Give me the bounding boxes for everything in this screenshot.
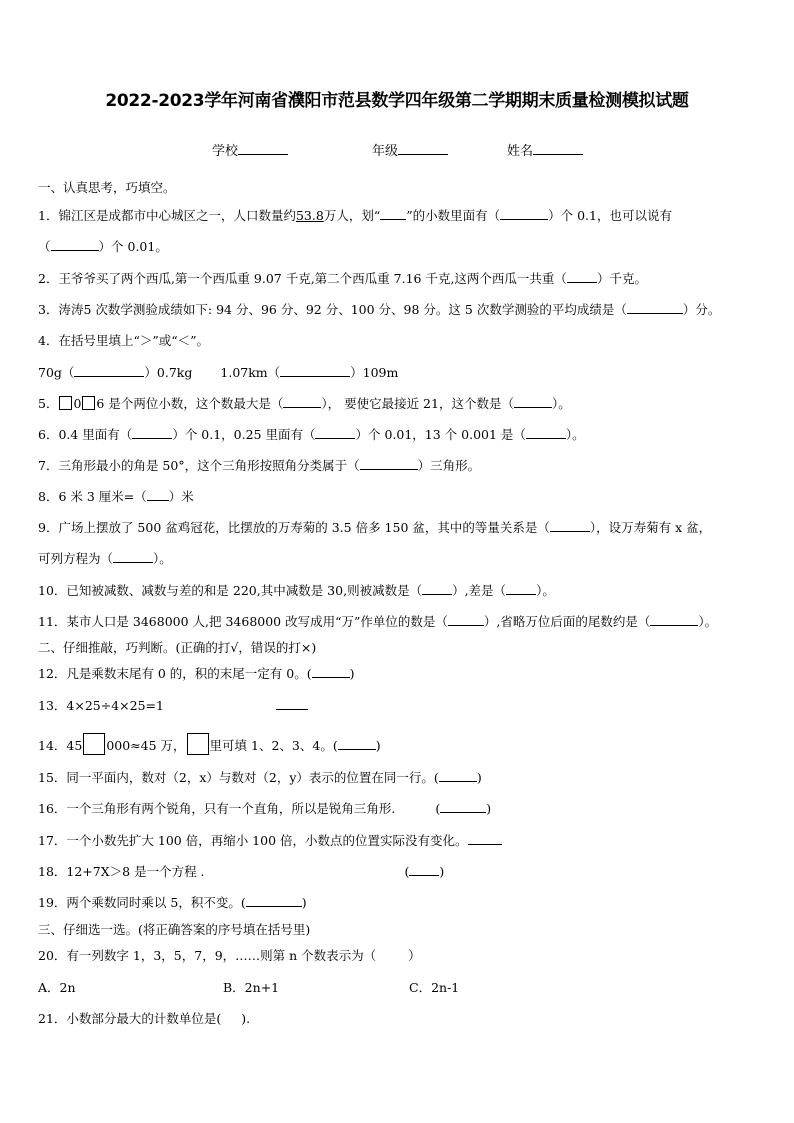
question-15 (38, 770, 482, 786)
q1-text-3: ”的小数里面有（ (406, 208, 501, 223)
q9-text-3: 可列方程为（ (38, 551, 114, 566)
digit-box-2 (82, 396, 95, 410)
grade-field (372, 140, 448, 159)
question-21 (38, 1011, 250, 1027)
q19-text: 19．两个乘数同时乘以 5，积不变。( (38, 895, 246, 910)
school-blank (238, 153, 288, 155)
q8-blank (147, 499, 169, 501)
question-11 (38, 614, 717, 630)
q1-text-5: （ (38, 239, 51, 254)
q3-blank (627, 312, 683, 314)
q16-blank (440, 811, 486, 813)
question-17 (38, 833, 502, 849)
option-a: A．2n (38, 980, 76, 995)
q14-blank (338, 748, 376, 750)
question-1 (38, 208, 672, 224)
question-3 (38, 302, 720, 318)
q11-text-3: ）。 (698, 614, 718, 629)
q4-item-1a: 70g（ (38, 365, 75, 380)
q7-text-2: ）三角形。 (417, 458, 481, 473)
q1-number: 53.8 (295, 208, 324, 223)
grade-label: 年级 (372, 144, 399, 159)
q9-text: 9．广场上摆放了 500 盆鸡冠花，比摆放的万寿菊的 3.5 倍多 150 盆，其中的等量关系是（ (38, 520, 550, 535)
name-label: 姓名 (507, 144, 534, 159)
q5-text-2: 6 是个两位小数，这个数最大是（ (96, 396, 284, 411)
section-2-heading: 二、仔细推敲，巧判断。(正确的打√，错误的打×) (38, 640, 317, 655)
q1-text: 1．锦江区是成都市中心城区之一，人口数量约 (38, 208, 296, 223)
question-9 (38, 520, 711, 536)
q17-blank (468, 843, 502, 845)
question-20-option-b (223, 980, 279, 996)
question-14 (38, 733, 381, 755)
q6-blank-3 (526, 437, 566, 439)
question-10 (38, 583, 555, 599)
q14-text: 14．45 (38, 738, 83, 753)
question-20-option-c (409, 980, 459, 996)
digit-box-3 (83, 733, 105, 755)
q11-text-2: ）,省略万位后面的尾数约是（ (483, 614, 651, 629)
q13-blank (276, 708, 308, 710)
q18-blank (409, 874, 439, 876)
q6-blank-1 (132, 437, 172, 439)
q7-text: 7．三角形最小的角是 50°，这个三角形按照角分类属于（ (38, 458, 360, 473)
q9-text-4: ）。 (153, 551, 172, 566)
q5-digit: 0 (73, 396, 82, 411)
q18-text-2: ( (404, 864, 410, 879)
q20-text: 20．有一列数字 1，3，5，7，9，……则第 n 个数表示为（ (38, 948, 377, 963)
q4-blank-2 (280, 375, 350, 377)
q10-blank-1 (422, 593, 452, 595)
q4-item-1b: ）0.7kg (144, 365, 193, 380)
question-7 (38, 458, 480, 474)
q11-blank-2 (650, 624, 698, 626)
q1-text-4: ）个 0.1，也可以说有 (548, 208, 672, 223)
question-16 (38, 801, 491, 817)
q3-text-2: ）分。 (682, 302, 721, 317)
q7-blank (360, 468, 418, 470)
q16-text-2: ( (435, 801, 441, 816)
q19-blank (246, 905, 302, 907)
page-title: 2022-2023学年河南省濮阳市范县数学四年级第二学期期末质量检测模拟试题 (105, 91, 689, 111)
name-blank (533, 153, 583, 155)
section-3-heading: 三、仔细选一选。(将正确答案的序号填在括号里) (38, 922, 311, 937)
q13-text: 13．4×25÷4×25=1 (38, 698, 164, 713)
q1-blank-2 (500, 208, 548, 224)
q12-blank (312, 676, 350, 678)
q20-text-2: ） (408, 948, 421, 963)
q9-blank-2 (113, 561, 153, 563)
question-18 (38, 864, 444, 880)
q10-text-2: ）,差是（ (452, 583, 507, 598)
q11-blank-1 (448, 624, 484, 626)
q9-text-2: ），设万寿菊有 x 盆， (589, 520, 712, 535)
q1-blank-1 (380, 218, 406, 220)
q16-text-3: ) (486, 801, 492, 816)
q18-text-3: ) (439, 864, 445, 879)
q5-text-3: ）， 要使它最接近 21，这个数是（ (321, 396, 514, 411)
q9-blank-1 (550, 530, 590, 532)
school-field (212, 140, 288, 159)
option-c: C．2n-1 (409, 980, 460, 995)
q14-text-3: 里可填 1、2、3、4。( (209, 738, 338, 753)
q5-text: 5． (38, 396, 59, 411)
question-4-items (38, 365, 398, 381)
q2-blank (567, 281, 597, 283)
q10-blank-2 (506, 593, 536, 595)
question-9-cont (38, 551, 172, 567)
q10-text: 10．已知被减数、减数与差的和是 220,其中减数是 30,则被减数是（ (38, 583, 423, 598)
section-1-heading: 一、认真思考，巧填空。 (38, 180, 176, 195)
question-5 (38, 396, 571, 412)
question-6 (38, 427, 585, 443)
q1-text-6: ）个 0.01。 (98, 239, 168, 254)
school-label: 学校 (212, 144, 239, 159)
q15-text-2: ) (476, 770, 482, 785)
option-b: B．2n+1 (223, 980, 280, 995)
q16-text: 16．一个三角形有两个锐角，只有一个直角，所以是锐角三角形. (38, 801, 396, 816)
q1-text-2: 万人，划“ (323, 208, 381, 223)
q14-text-4: ) (375, 738, 381, 753)
q19-text-2: ) (301, 895, 307, 910)
name-field (507, 140, 583, 159)
q6-text-2: ）个 0.1，0.25 里面有（ (172, 427, 316, 442)
digit-box-4 (187, 733, 209, 755)
q4-item-2b: ）109m (350, 365, 399, 380)
q4-blank-1 (74, 375, 144, 377)
q15-blank (439, 780, 477, 782)
q3-text: 3．涛涛5 次数学测验成绩如下: 94 分、96 分、92 分、100 分、98 分。这 5 次数学测验的平均成绩是（ (38, 302, 627, 317)
q21-text: 21．小数部分最大的计数单位是( (38, 1011, 222, 1026)
question-12 (38, 666, 355, 682)
q6-text: 6．0.4 里面有（ (38, 427, 133, 442)
question-4: 4．在括号里填上“＞”或“＜”。 (38, 333, 210, 348)
question-19 (38, 895, 307, 911)
grade-blank (398, 153, 448, 155)
question-2 (38, 271, 647, 287)
question-20 (38, 948, 421, 964)
q2-text: 2．王爷爷买了两个西瓜,第一个西瓜重 9.07 千克,第二个西瓜重 7.16 千克,这两个西瓜一共重（ (38, 271, 567, 286)
q5-blank-2 (514, 406, 552, 408)
q8-text-2: ）米 (168, 489, 194, 504)
digit-box-1 (59, 396, 72, 410)
q10-text-3: ）。 (536, 583, 555, 598)
question-1-cont (38, 239, 168, 255)
q18-text: 18．12+7X＞8 是一个方程 . (38, 864, 205, 879)
q4-item-2a: 1.07km（ (220, 365, 281, 380)
question-20-options (38, 980, 76, 996)
question-13 (38, 698, 308, 714)
q6-blank-2 (315, 437, 355, 439)
q12-text-2: ) (349, 666, 355, 681)
q21-text-2: ). (241, 1011, 251, 1026)
q5-blank-1 (283, 406, 321, 408)
q8-text: 8．6 米 3 厘米=（ (38, 489, 147, 504)
q15-text: 15．同一平面内，数对（2，x）与数对（2，y）表示的位置在同一行。( (38, 770, 439, 785)
q6-text-4: ）。 (565, 427, 585, 442)
question-8 (38, 489, 194, 505)
q5-text-4: ）。 (551, 396, 571, 411)
q6-text-3: ）个 0.01，13 个 0.001 是（ (355, 427, 526, 442)
q12-text: 12．凡是乘数末尾有 0 的，积的末尾一定有 0。( (38, 666, 312, 681)
q14-text-2: 000≈45 万， (106, 738, 186, 753)
q1-blank-3 (51, 249, 99, 251)
q2-text-2: ）千克。 (596, 271, 647, 286)
q17-text: 17．一个小数先扩大 100 倍，再缩小 100 倍，小数点的位置实际没有变化。 (38, 833, 468, 848)
q11-text: 11．某市人口是 3468000 人,把 3468000 改写成用“万”作单位的数是（ (38, 614, 448, 629)
